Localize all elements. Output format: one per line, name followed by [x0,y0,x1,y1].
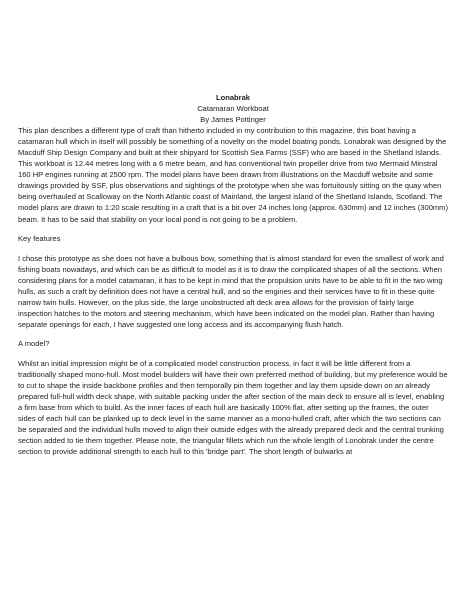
intro-paragraph: This plan describes a different type of craft than hitherto included in my contribution to this magazine, this boat having a catamaran hull which in itself will possibly be something of a novelty on the model boating ponds. Lonabrak was designed by the Macduff Ship Design Company and built at their shipyard for Scottish Sea Farms (SSF) who are based in the Shetland Islands. This workboat is 12.44 metres long with a 6 metre beam, and has conventional twin propeller drive from two Mermaid Minstral 160 HP engines running at 2500 rpm. The model plans have been drawn from illustrations on the Macduff website and some drawings provided by SSF, plus observations and sightings of the prototype when she was fortuitously sitting on the quay when being overhauled at Scalloway on the North Atlantic coast of Mainland, the largest island of the Shetland Islands, Scotland. The model plans are drawn to 1:20 scale resulting in a craft that is a bit over 24 inches long (approx. 630mm) and 12 inches (300mm) beam. It has to be said that stability on your local pond is not going to be a problem. [18,126,448,224]
document-page [18,92,448,466]
section-heading-key-features: Key features [18,234,61,244]
a-model-paragraph: Whilst an initial impression might be of a complicated model construction process, in fact it will be little different from a traditionally shaped mono-hull. Most model builders will have their own preferred method of building, but my preference would be to cut to shape the inside backbone profiles and then temporally pin them together and lay them upside down on an already prepared full-hull width deck shape, with suitable packing under the after section of the main deck to ensure all is level, enabling a firm base from which to build. As the inner faces of each hull are basically 100% flat, after setting up the frames, the outer sides of each hull can be planked up to deck level in the same manner as a mono-hulled craft, after which the two sections can be separated and the individual hulls moved to align their outside edges with the already prepared deck and the central trunking section added to tie them together. Please note, the triangular fillets which run the whole length of Lonobrak under the centre section to provide additional strength to each hull to this 'bridge part'. The short length of bulwarks at [18,358,448,457]
document-subtitle: Catamaran Workboat [197,104,269,114]
section-heading-a-model: A model? [18,339,50,349]
document-author: By James Pottinger [200,115,266,125]
document-title: Lonabrak [216,93,250,102]
document-header [18,92,448,125]
key-features-paragraph: I chose this prototype as she does not have a bulbous bow, something that is almost standard for even the smallest of work and fishing boats nowadays, and which can be as difficult to model as it is to draw the complicated shapes of all the sections. When considering plans for a model catamaran, it has to be kept in mind that the propulsion units have to be able to fit in the two wing hulls, as such a craft by definition does not have a central hull, and so the engines and their services have to fit in these quite narrow twin hulls. However, on the plus side, the large unobstructed aft deck area allows for the provision of fairly large inspection hatches to the motors and steering mechanism, which have been indicated on the model plan. Rather than having separate openings for each, I have suggested one long access and its accompanying flush hatch. [18,253,444,329]
